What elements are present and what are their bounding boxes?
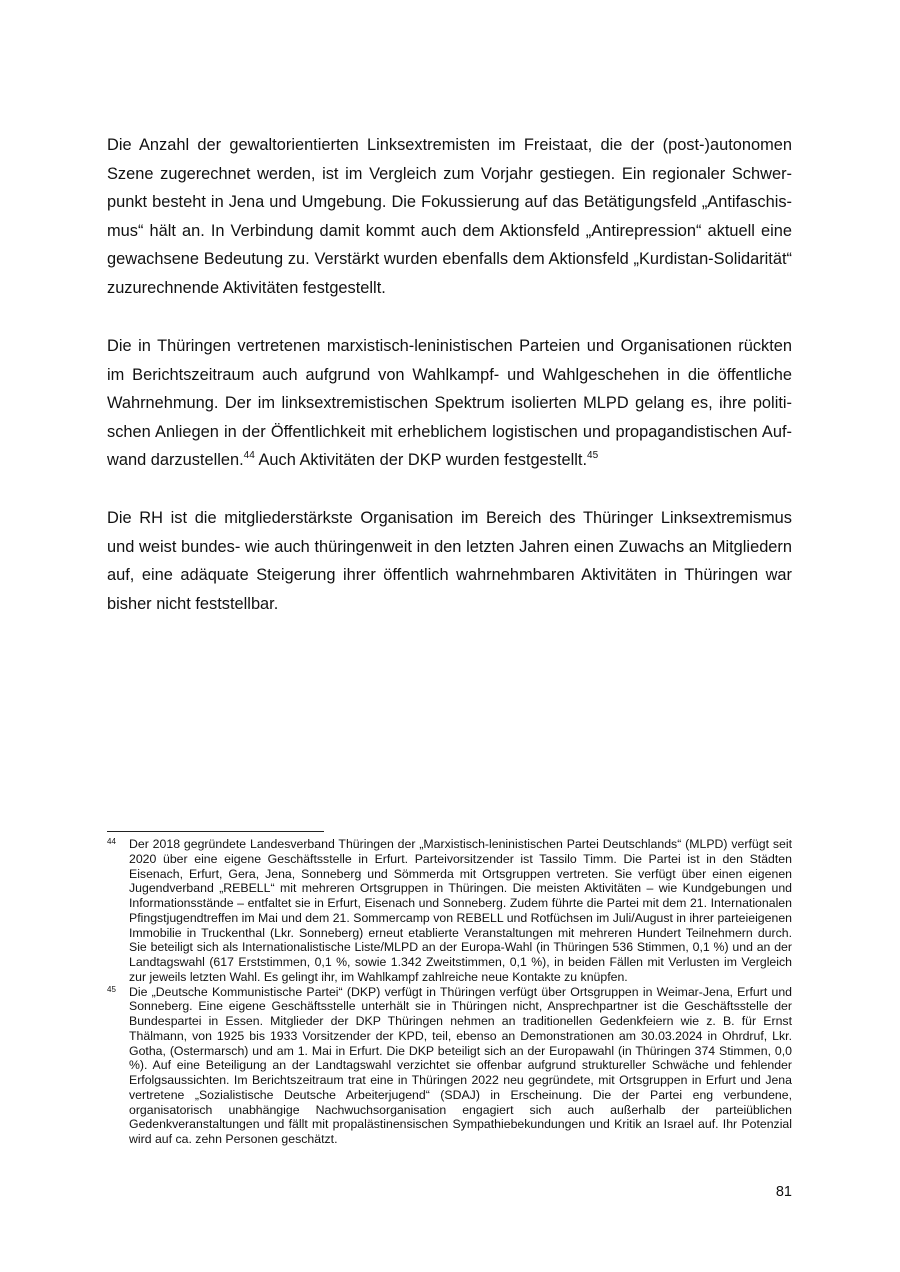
footnote-45 [107, 985, 792, 1147]
paragraph-text-part: Die in Thüringen vertretenen marxistisch-leninistischen Parteien und Organisationen rückten im Berichtszeitraum auch aufgrund von Wahlkampf- und Wahlgeschehen in die öffentliche Wahrnehmung. Der im linksextremistischen Spektrum isolierten MLPD gelang es, ihre politischen Anliegen in der Öffentlichkeit mit erheblichem logistischen und propagandistischen Aufwand darzustellen. [107, 337, 792, 470]
paragraph-text-part: Auch Aktivitäten der DKP wurden festgestellt. [254, 451, 588, 470]
page-number: 81 [775, 1184, 792, 1200]
footnote-number: 44 [107, 837, 116, 846]
footnote-separator [107, 831, 324, 832]
footnote-reference-44[interactable]: 44 [243, 449, 255, 461]
footnote-text: Der 2018 gegründete Landesverband Thüringen der „Marxistisch-leninistischen Partei Deutschlands“ (MLPD) verfügt seit 2020 über eine eigene Geschäftsstelle in Erfurt. Parteivorsitzender ist Tassilo Timm. Die Partei ist in den Städten Eisenach, Erfurt, Gera, Jena, Sonneberg und Sömmerda mit Ortsgruppen vertreten. Sie verfügt über einen eigenen Jugendverband „REBELL“ mit mehreren Ortsgruppen in Thüringen. Die meisten Aktivitäten – wie Kundgebungen und Informationsstände – entfaltet sie in Erfurt, Eisenach und Sonneberg. Zudem führte die Partei mit dem 21. Internationalen Pfingstjugendtreffen im Mai und dem 21. Sommercamp von REBELL und Rotfüchsen im Juli/August in ihrer parteieigenen Immobilie in Truckenthal (Lkr. Sonneberg) erneut etablierte Veranstaltungen mit mehreren Hundert Teilnehmern durch. Sie beteiligt sich als Internationalistische Liste/MLPD an der Europa-Wahl (in Thüringen 536 Stimmen, 0,1 %) und an der Landtagswahl (617 Erststimmen, 0,1 %, sowie 1.342 Zweitstimmen, 0,1 %), in beiden Fällen mit Verlusten im Vergleich zur jeweils letzten Wahl. Es gelingt ihr, im Wahlkampf zahlreiche neue Kontakte zu knüpfen. [129, 837, 792, 984]
body-paragraph-extremists: Die Anzahl der gewaltorientierten Linksextremisten im Freistaat, die der (post-)autonomen Szene zugerechnet werden, ist im Vergleich zum Vorjahr gestiegen. Ein regionaler Schwerpunkt besteht in Jena und Umgebung. Die Fokussierung auf das Betätigungsfeld „Antifaschismus“ hält an. In Verbindung damit kommt auch dem Aktionsfeld „Antirepression“ aktuell eine gewachsene Bedeutung zu. Verstärkt wurden ebenfalls dem Aktionsfeld „Kurdistan-Solidarität“ zuzurechnende Aktivitäten festgestellt. [107, 136, 792, 297]
body-paragraph-rh: Die RH ist die mitgliederstärkste Organisation im Bereich des Thüringer Linksextremismus und weist bundes- wie auch thüringenweit in den letzten Jahren einen Zuwachs an Mitgliedern auf, eine adäquate Steigerung ihrer öffentlich wahrnehmbaren Aktivitäten in Thüringen war bisher nicht feststellbar. [107, 509, 792, 613]
body-paragraph-parties [107, 332, 792, 475]
footnote-reference-45[interactable]: 45 [587, 449, 599, 461]
footnote-number: 45 [107, 984, 116, 994]
footnote-44 [107, 837, 792, 985]
footnotes [107, 837, 792, 1147]
footnote-text: Die „Deutsche Kommunistische Partei“ (DKP) verfügt in Thüringen verfügt über Ortsgruppen in Weimar-Jena, Erfurt und Sonneberg. Eine eigene Geschäftsstelle unterhält sie in Thüringen nicht, Ansprechpartner ist die Geschäftsstelle der Bundespartei in Essen. Mitglieder der DKP Thüringen nehmen an traditionellen Gedenkfeiern wie z. B. für Ernst Thälmann, von 1925 bis 1933 Vorsitzender der KPD, teil, ebenso an Demonstrationen am 30.03.2024 in Ohrdruf, Lkr. Gotha, (Ostermarsch) und am 1. Mai in Erfurt. Die DKP beteiligt sich an der Europawahl (in Thüringen 374 Stimmen, 0,0 %). Auf eine Beteiligung an der Landtagswahl verzichtet sie offenbar aufgrund struktureller Schwäche und fehlender Erfolgsaussichten. Im Berichtszeitraum trat eine in Thüringen 2022 neu gegründete, mit Ortsgruppen in Erfurt und Jena vertretene „Sozialistische Deutsche Arbeiterjugend“ (SDAJ) in Erscheinung. Die der Partei eng verbundene, organisatorisch unabhängige Nachwuchsorganisation engagiert sich auch außerhalb der parteiüblichen Gedenkveranstaltungen und fällt mit propalästinensischen Sympathiebekundungen und Kritik an Israel auf. Ihr Potenzial wird auf ca. zehn Personen geschätzt. [129, 984, 792, 1146]
